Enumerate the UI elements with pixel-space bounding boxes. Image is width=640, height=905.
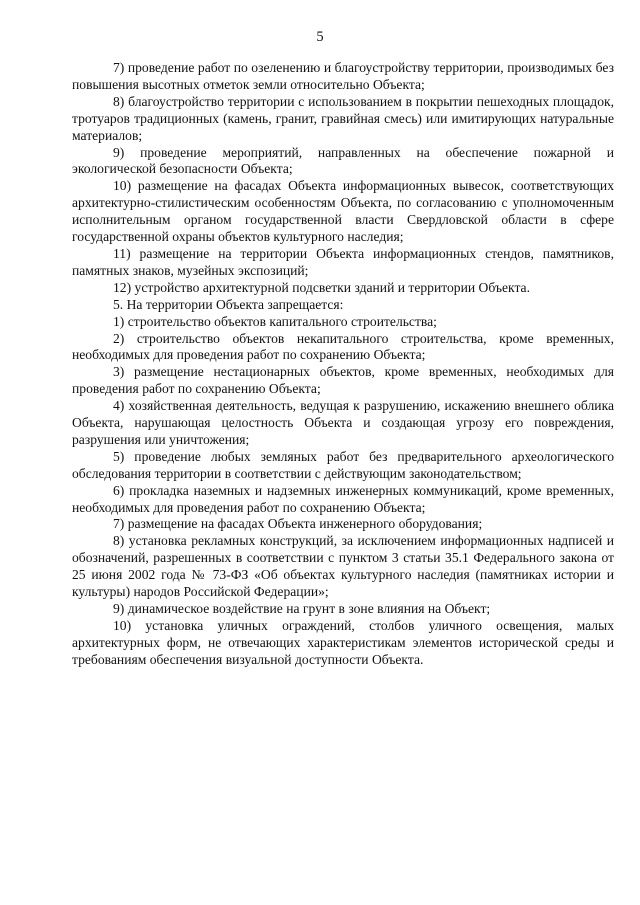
paragraph: 8) установка рекламных конструкций, за исключением информационных надписей и обозначений, разрешенных в соответствии с пунктом 3 статьи 35.1 Федерального закона от 25 июня 2002 года № 73-ФЗ «Об объектах культурного наследия (памятниках истории и культуры) народов Российской Федерации»;: [72, 533, 614, 600]
paragraph: 6) прокладка наземных и надземных инженерных коммуникаций, кроме временных, необходимых для проведения работ по сохранению Объекта;: [72, 482, 614, 515]
paragraph: 5) проведение любых земляных работ без предварительного археологического обследования территории в соответствии с действующим законодательством;: [72, 448, 614, 481]
paragraph: 2) строительство объектов некапитального строительства, кроме временных, необходимых для проведения работ по сохранению Объекта;: [72, 330, 614, 363]
paragraph: 12) устройство архитектурной подсветки зданий и территории Объекта.: [113, 279, 530, 295]
paragraph: 4) хозяйственная деятельность, ведущая к разрушению, искажению внешнего облика Объекта, нарушающая целостность Объекта и создающая угрозу его повреждения, разрушения или уничтожения;: [72, 398, 614, 447]
paragraph: 7) проведение работ по озеленению и благоустройству территории, производимых без повышения высотных отметок земли относительно Объекта;: [72, 60, 614, 92]
paragraph: 1) строительство объектов капитального строительства;: [113, 313, 437, 329]
paragraph: 7) размещение на фасадах Объекта инженерного оборудования;: [113, 516, 483, 532]
section-heading: 5. На территории Объекта запрещается:: [113, 296, 344, 312]
paragraph: 9) динамическое воздействие на грунт в зоне влияния на Объект;: [113, 601, 491, 616]
paragraph: 9) проведение мероприятий, направленных на обеспечение пожарной и экологической безопасности Объекта;: [72, 144, 614, 177]
paragraph: 10) размещение на фасадах Объекта информационных вывесок, соответствующих архитектурно-стилистическим особенностям Объекта, по согласованию с уполномоченным исполнительным органом государственной власти Свердловской области в сфере государственной охраны объектов культурного наследия;: [72, 178, 614, 245]
document-body: [72, 60, 614, 669]
paragraph: 11) размещение на территории Объекта информационных стендов, памятников, памятных знаков, музейных экспозиций;: [72, 245, 614, 278]
page-number: 5: [316, 29, 324, 45]
paragraph: 10) установка уличных ограждений, столбов уличного освещения, малых архитектурных форм, не отвечающих характеристикам элементов исторической среды и требованиям обеспечения визуальной доступности Объекта.: [72, 617, 614, 667]
paragraph: 3) размещение нестационарных объектов, кроме временных, необходимых для проведения работ по сохранению Объекта;: [72, 364, 614, 397]
paragraph: 8) благоустройство территории с использованием в покрытии пешеходных площадок, тротуаров традиционных (камень, гранит, гравийная смесь) или имитирующих натуральные материалов;: [72, 93, 614, 143]
